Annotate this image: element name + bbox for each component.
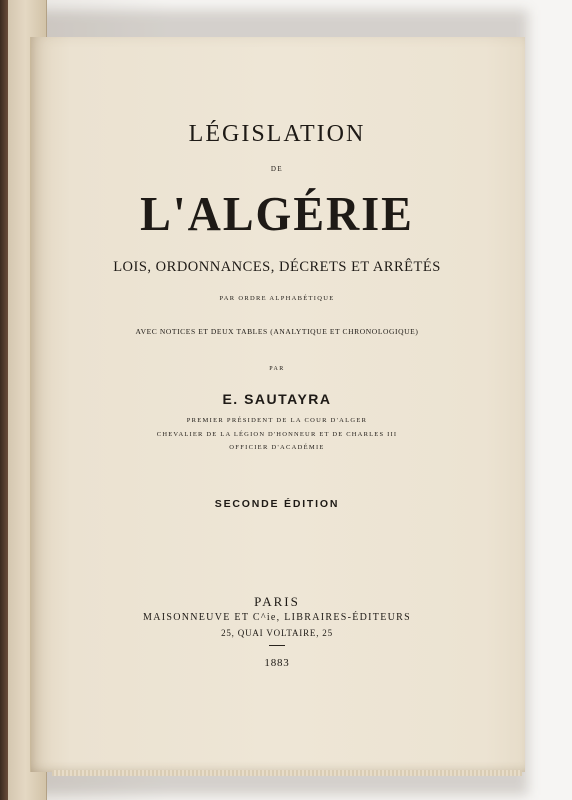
publisher: MAISONNEUVE ET C^ie, LIBRAIRES-ÉDITEURS [143, 612, 411, 623]
par-label: PAR [269, 366, 285, 372]
order-note: PAR ORDRE ALPHABÉTIQUE [219, 295, 335, 302]
title-de: DE [270, 165, 284, 173]
subtitle: LOIS, ORDONNANCES, DÉCRETS ET ARRÊTÉS [113, 259, 441, 275]
title-page-text [30, 37, 524, 772]
edition: SECONDE ÉDITION [214, 498, 340, 510]
author-title-1: PREMIER PRÉSIDENT DE LA COUR D'ALGER [186, 417, 368, 424]
main-title: L'ALGÉRIE [140, 186, 414, 241]
author-name: E. SAUTAYRA [222, 391, 332, 407]
author-title-2: CHEVALIER DE LA LÉGION D'HONNEUR ET DE CHARLES III [156, 431, 398, 438]
address: 25, QUAI VOLTAIRE, 25 [221, 628, 333, 638]
title-line-1: LÉGISLATION [188, 121, 366, 147]
author-title-3: OFFICIER D'ACADÉMIE [229, 444, 325, 451]
notices-line: AVEC NOTICES ET DEUX TABLES (ANALYTIQUE ET CHRONOLOGIQUE) [135, 327, 419, 336]
city: PARIS [254, 594, 300, 609]
book-cover-edge [0, 0, 8, 800]
year: 1883 [264, 657, 290, 669]
divider-rule [269, 645, 285, 646]
